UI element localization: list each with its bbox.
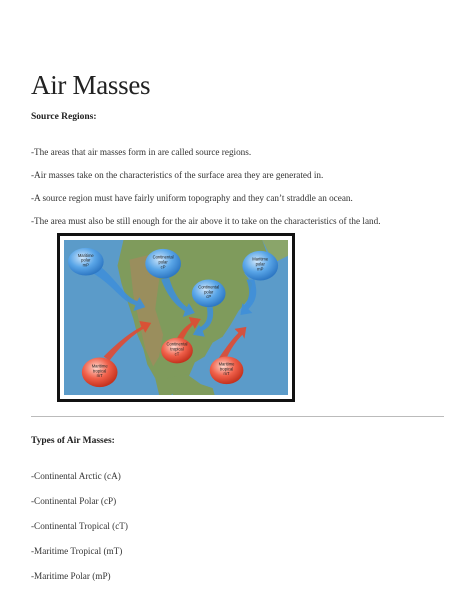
mp-west-label-3: mP	[82, 262, 89, 268]
mp-west-label-1: Maritime	[77, 252, 94, 258]
mp-west-label-2: polar	[81, 257, 91, 263]
air-masses-map	[64, 240, 288, 395]
types-heading: Types of Air Masses:	[31, 436, 115, 446]
cp-north-label-2: polar	[158, 259, 168, 265]
ct-label-2: tropical	[170, 346, 184, 352]
cp-north-label-1: Continental	[152, 254, 174, 260]
mt-west-label-1: Maritime	[91, 363, 108, 369]
type-item-4: -Maritime Tropical (mT)	[31, 546, 123, 556]
mt-west-label-3: mT	[96, 373, 103, 379]
mt-east-label-2: tropical	[219, 366, 234, 372]
mp-east-label-1: Maritime	[252, 256, 269, 262]
mt-west-label-2: tropical	[92, 368, 107, 374]
source-regions-heading: Source Regions:	[31, 112, 97, 122]
cp-center-label-1: Continental	[198, 284, 220, 290]
type-item-1: -Continental Arctic (cA)	[31, 471, 121, 481]
mt-east-label-3: mT	[223, 371, 230, 377]
mp-east-label-2: polar	[255, 261, 265, 267]
type-item-2: -Continental Polar (cP)	[31, 496, 117, 506]
ct-label-1: Continental	[166, 341, 188, 347]
type-item-3: -Continental Tropical (cT)	[31, 521, 128, 531]
mp-east-label-3: mP	[257, 266, 264, 272]
mt-east-label-1: Maritime	[218, 361, 235, 367]
source-regions-paragraph-1: -The areas that air masses form in are called source regions.	[31, 147, 252, 157]
type-item-5: -Maritime Polar (mP)	[31, 571, 111, 581]
source-regions-paragraph-2: -Air masses take on the characteristics of the surface area they are generated in.	[31, 170, 324, 180]
section-divider	[31, 416, 444, 417]
cp-center-label-2: polar	[204, 289, 214, 295]
cp-center-label-3: cP	[206, 294, 212, 300]
ct-label-3: cT	[174, 351, 180, 357]
cp-north-label-3: cP	[160, 264, 166, 270]
source-regions-paragraph-4: -The area must also be still enough for the air above it to take on the characteristics of the land.	[31, 216, 381, 226]
air-masses-map-figure	[57, 233, 295, 402]
page-title: Air Masses	[31, 70, 151, 100]
source-regions-paragraph-3: -A source region must have fairly uniform topography and they can’t straddle an ocean.	[31, 193, 353, 203]
